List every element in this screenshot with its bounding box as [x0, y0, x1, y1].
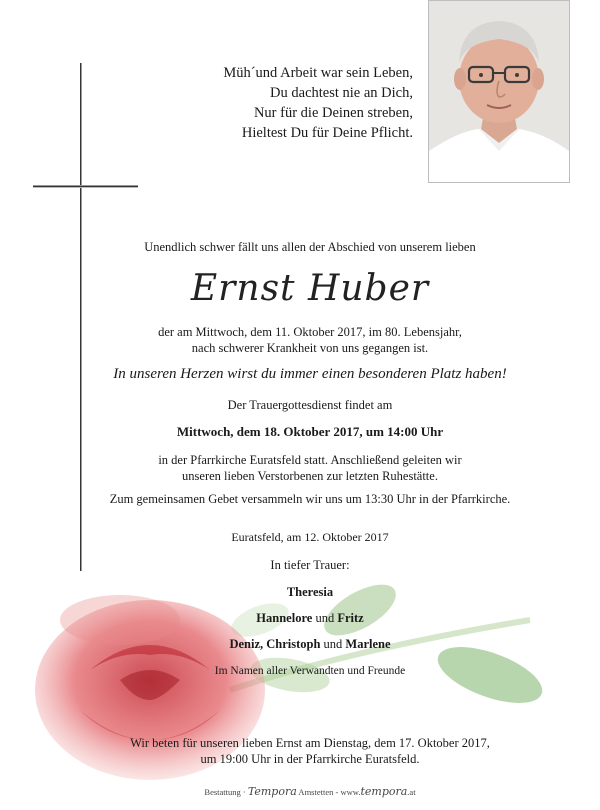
- portrait-photo: [428, 0, 570, 183]
- mourner-name: Deniz, Christoph: [229, 637, 321, 651]
- mourner-hannelore-fritz: [100, 611, 520, 626]
- mourner-deniz-christoph-marlene: [100, 637, 520, 652]
- footer-brand: Tempora: [247, 785, 297, 798]
- mourner-relatives: Im Namen aller Verwandten und Freunde: [214, 665, 406, 677]
- footer-suffix: Amstetten - www.: [296, 787, 361, 797]
- mourner-and: und: [312, 611, 338, 625]
- service-intro: Der Trauergottesdienst findet am: [227, 398, 393, 412]
- poem-line: Müh´und Arbeit war sein Leben,: [223, 65, 413, 81]
- cross-horizontal-bar: [33, 185, 138, 188]
- deceased-name: Ernst Huber: [190, 268, 430, 309]
- memorial-quote: In unseren Herzen wirst du immer einen besonderen Platz haben!: [113, 366, 507, 382]
- closing-notice-line: um 19:00 Uhr in der Pfarrkirche Euratsfeld.: [200, 752, 420, 766]
- closing-notice-line: Wir beten für unseren lieben Ernst am Dienstag, dem 17. Oktober 2017,: [130, 736, 490, 750]
- mourner-and: und: [320, 637, 346, 651]
- prayer-info: Zum gemeinsamen Gebet versammeln wir uns um 13:30 Uhr in der Pfarrkirche.: [109, 492, 511, 506]
- intro-text: Unendlich schwer fällt uns allen der Abschied von unserem lieben: [144, 240, 476, 254]
- death-notice: [100, 324, 520, 356]
- church-info-line: unseren lieben Verstorbenen zur letzten Ruhestätte.: [182, 469, 438, 483]
- mourner-name: Fritz: [337, 611, 364, 625]
- closing-notice: [80, 735, 540, 767]
- poem: [223, 63, 413, 143]
- mourning-heading: In tiefer Trauer:: [270, 558, 350, 572]
- footer-tld: .at: [407, 787, 416, 797]
- mourner-name: Hannelore: [256, 611, 313, 625]
- mourner-theresia: Theresia: [286, 585, 334, 599]
- church-info-line: in der Pfarrkirche Euratsfeld statt. Anschließend geleiten wir: [158, 453, 462, 467]
- footer-prefix: Bestattung ·: [204, 787, 248, 797]
- service-date: Mittwoch, dem 18. Oktober 2017, um 14:00 Uhr: [176, 424, 444, 439]
- poem-line: Du dachtest nie an Dich,: [270, 85, 413, 101]
- footer-credit: [100, 785, 520, 798]
- death-notice-line: nach schwerer Krankheit von uns gegangen ist.: [191, 341, 429, 355]
- portrait-illustration: [429, 1, 569, 182]
- poem-line: Hieltest Du für Deine Pflicht.: [241, 125, 413, 141]
- death-notice-line: der am Mittwoch, dem 11. Oktober 2017, im 80. Lebensjahr,: [158, 325, 462, 339]
- church-info: [100, 452, 520, 484]
- poem-line: Nur für die Deinen streben,: [253, 105, 413, 121]
- mourner-name: Marlene: [345, 637, 391, 651]
- footer-brand-url: tempora: [360, 785, 408, 798]
- place-date: Euratsfeld, am 12. Oktober 2017: [231, 530, 389, 544]
